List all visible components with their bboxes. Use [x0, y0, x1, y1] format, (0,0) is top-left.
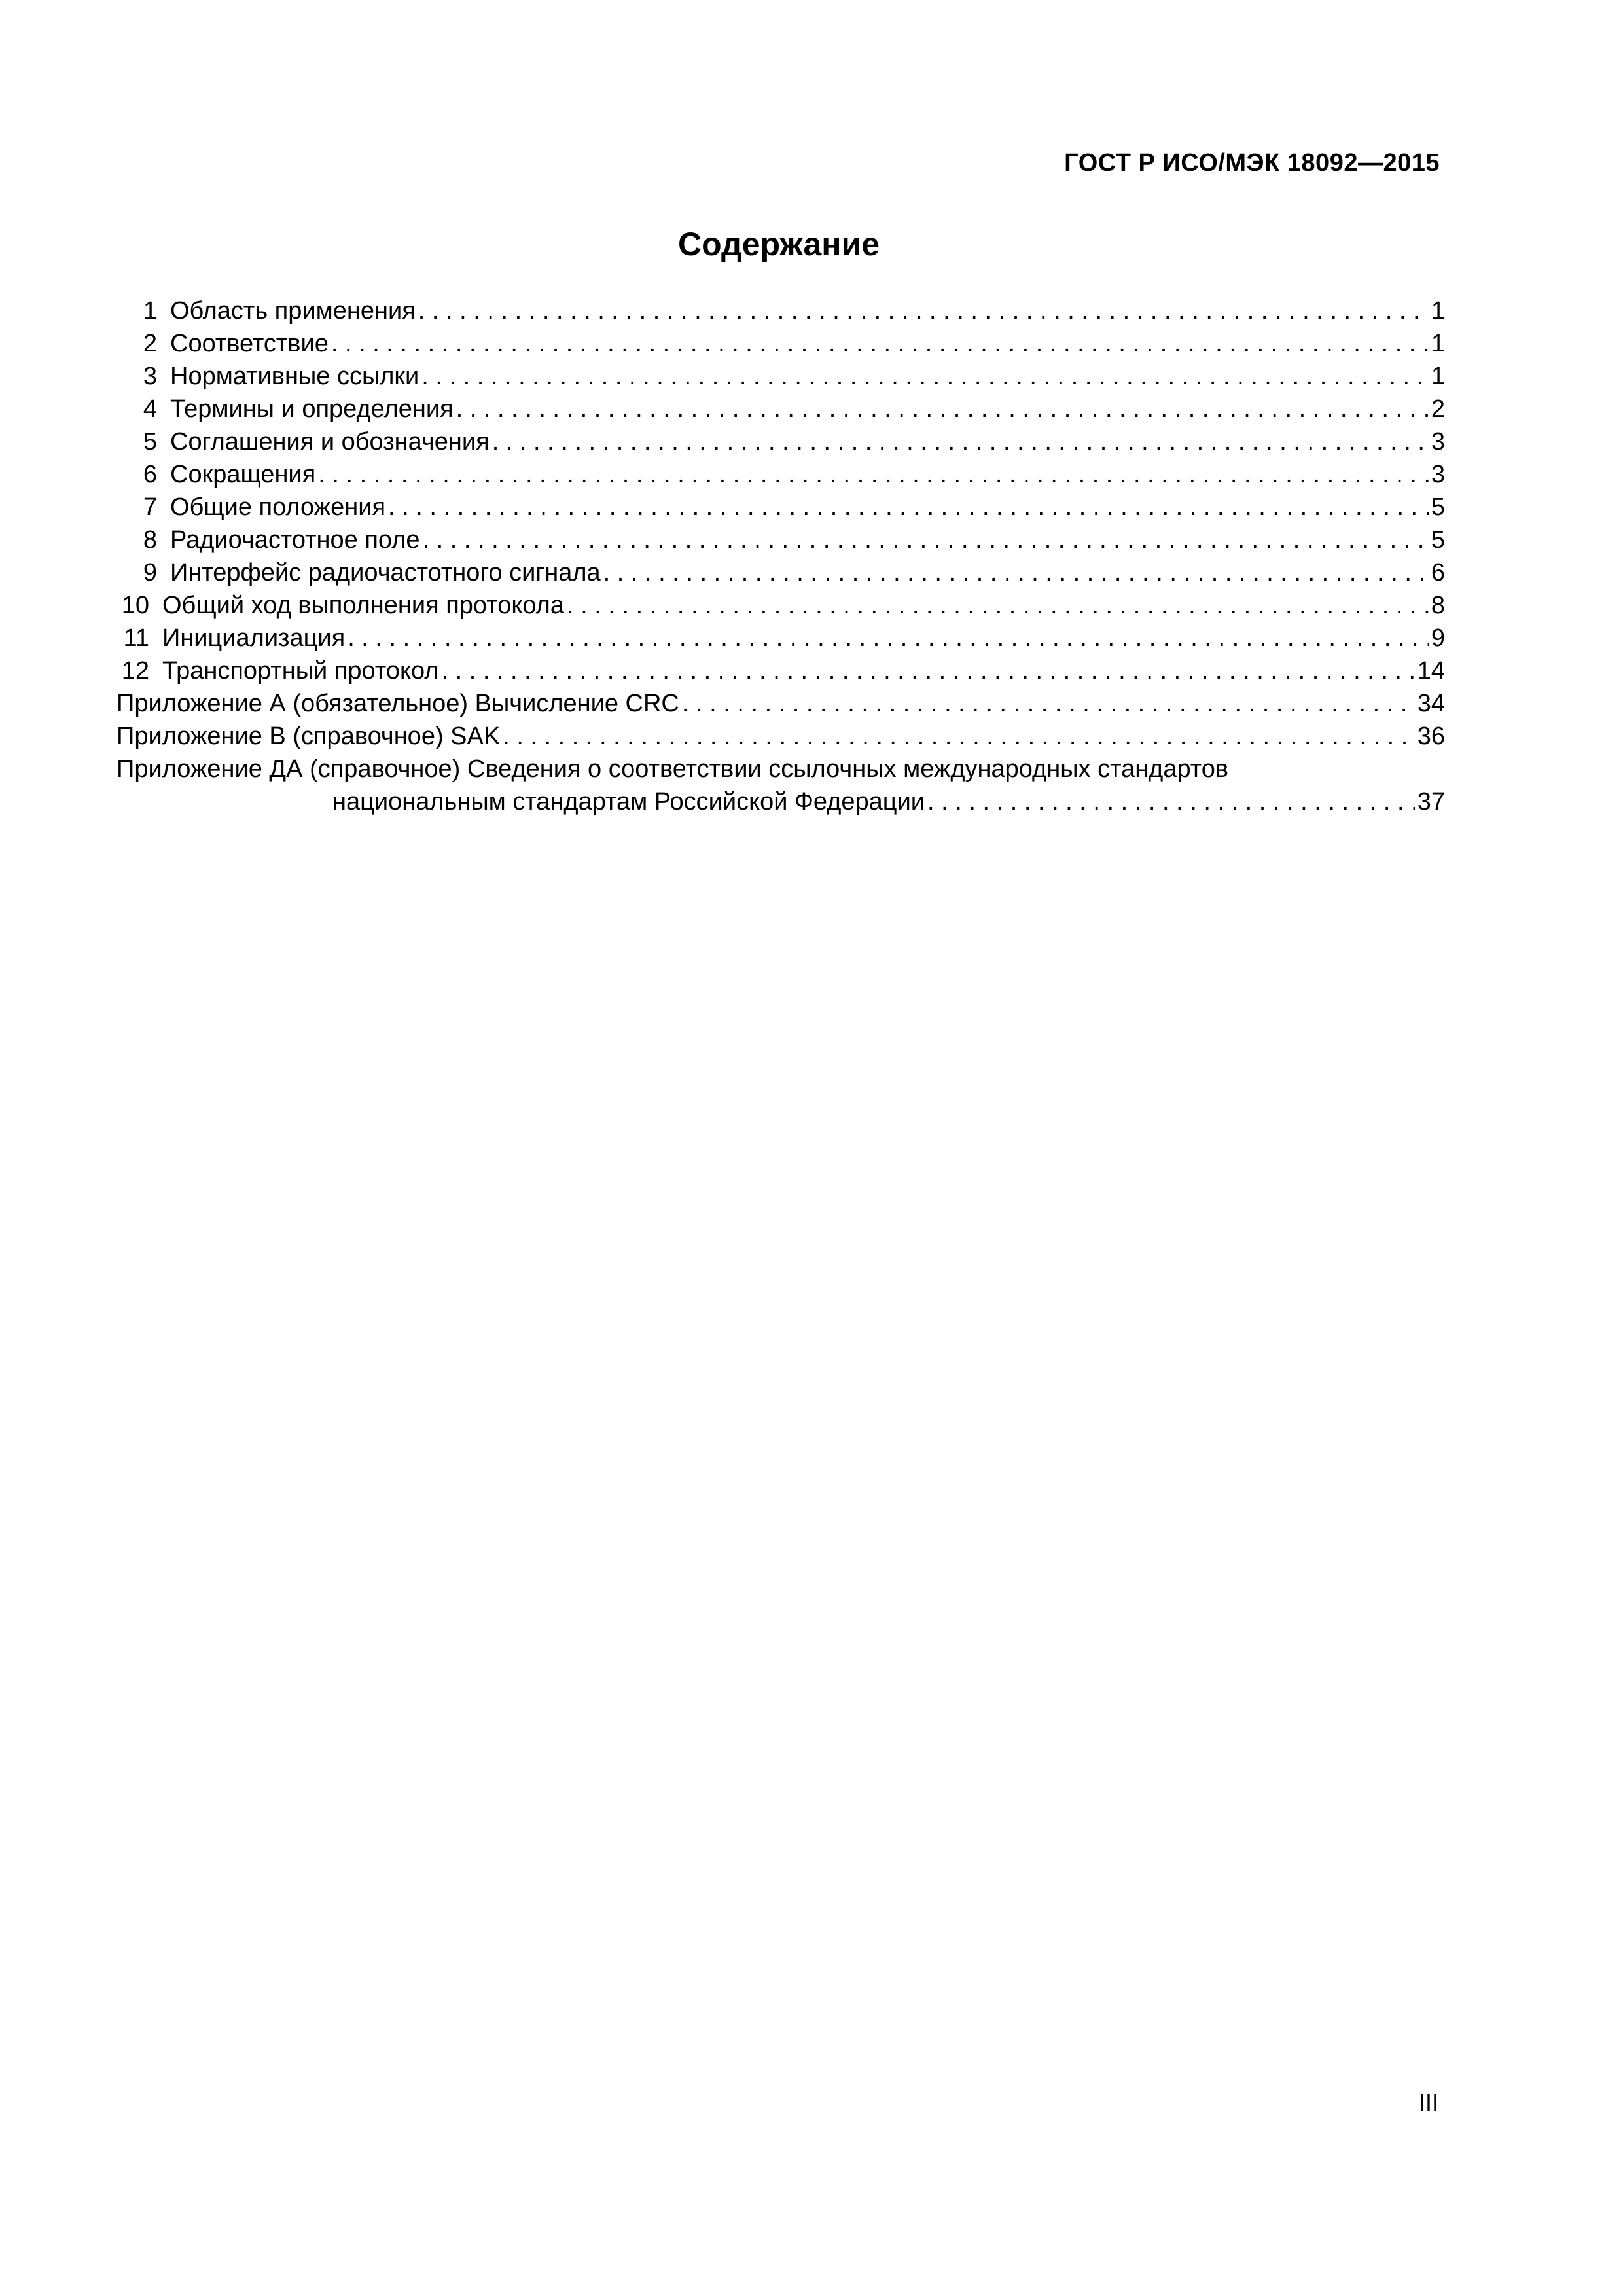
toc-leader-dots: [603, 556, 1429, 589]
toc-entry-page: 5: [1431, 526, 1445, 554]
toc-annex-page: 37: [1417, 788, 1445, 816]
toc-annex-page: 36: [1417, 723, 1445, 750]
toc-entry-number: 4: [143, 395, 157, 423]
toc-entry-page: 2: [1431, 395, 1445, 423]
toc-entry-2[interactable]: [116, 327, 1445, 360]
toc-entry-9[interactable]: [116, 556, 1445, 589]
toc-entry-1[interactable]: [116, 295, 1445, 327]
toc-entry-page: 14: [1417, 657, 1445, 685]
toc-title: Содержание: [677, 226, 880, 262]
toc-entry-number: 2: [143, 330, 157, 357]
toc-annex-da[interactable]: [116, 753, 1445, 785]
toc-entry-label: Термины и определения: [170, 395, 454, 423]
toc-entry-page: 9: [1431, 624, 1445, 652]
toc-entry-number: 7: [143, 493, 157, 521]
toc-entry-page: 3: [1431, 428, 1445, 456]
toc-annex-da-continuation[interactable]: [116, 785, 1445, 818]
toc-entry-label: Интерфейс радиочастотного сигнала: [170, 559, 601, 586]
toc-leader-dots: [456, 393, 1429, 425]
toc-entry-number: 12: [121, 657, 149, 685]
toc-entry-5[interactable]: [116, 425, 1445, 458]
toc-entry-label: Общие положения: [170, 493, 386, 521]
toc-entry-8[interactable]: [116, 524, 1445, 556]
toc-entry-page: 3: [1431, 461, 1445, 488]
toc-entry-10[interactable]: [116, 589, 1445, 622]
toc-entry-number: 3: [143, 363, 157, 390]
toc-entry-number: 9: [143, 559, 157, 586]
toc-entry-page: 8: [1431, 592, 1445, 619]
toc-entry-number: 10: [121, 592, 149, 619]
toc-entry-page: 6: [1431, 559, 1445, 586]
toc-leader-dots: [682, 687, 1415, 720]
toc-leader-dots: [503, 720, 1415, 753]
toc-entry-3[interactable]: [116, 360, 1445, 393]
toc-entry-label: Инициализация: [162, 624, 346, 652]
toc-annex-a[interactable]: [116, 687, 1445, 720]
toc-entry-number: 1: [143, 297, 157, 325]
toc-entry-page: 1: [1431, 330, 1445, 357]
toc-leader-dots: [492, 425, 1429, 458]
toc-entry-label: Сокращения: [170, 461, 316, 488]
toc-entry-page: 1: [1431, 297, 1445, 325]
toc-entry-label: Область применения: [170, 297, 416, 325]
toc-entry-number: 5: [143, 428, 157, 456]
document-code: ГОСТ Р ИСО/МЭК 18092—2015: [1064, 149, 1440, 177]
toc-entry-number: 11: [123, 624, 149, 652]
toc-leader-dots: [318, 458, 1429, 491]
toc-leader-dots: [927, 785, 1415, 818]
toc-entry-label: Соглашения и обозначения: [170, 428, 490, 456]
toc-entry-page: 5: [1431, 493, 1445, 521]
toc-leader-dots: [388, 491, 1429, 524]
toc-annex-label: Приложение ДА (справочное) Сведения о соответствии ссылочных международных стандартов: [116, 755, 1229, 783]
toc-annex-page: 34: [1417, 690, 1445, 717]
toc-leader-dots: [418, 295, 1429, 327]
toc-leader-dots: [421, 360, 1429, 393]
toc-entry-page: 1: [1431, 363, 1445, 390]
toc-entry-label: Нормативные ссылки: [170, 363, 419, 390]
toc-leader-dots: [423, 524, 1429, 556]
page-number: III: [1418, 2089, 1438, 2116]
toc-annex-label: Приложение В (справочное) SAK: [116, 723, 501, 750]
toc-annex-label: Приложение А (обязательное) Вычисление CRC: [116, 690, 679, 717]
toc-leader-dots: [441, 655, 1414, 687]
toc-entry-label: Радиочастотное поле: [170, 526, 420, 554]
toc-entry-4[interactable]: [116, 393, 1445, 425]
toc-leader-dots: [567, 589, 1429, 622]
toc-entry-number: 6: [143, 461, 157, 488]
toc-entry-6[interactable]: [116, 458, 1445, 491]
toc-entry-7[interactable]: [116, 491, 1445, 524]
toc-entry-11[interactable]: [116, 622, 1445, 655]
toc-entry-label: Транспортный протокол: [162, 657, 439, 685]
toc-entry-label: Соответствие: [170, 330, 329, 357]
toc-entry-number: 8: [143, 526, 157, 554]
toc-annex-b[interactable]: [116, 720, 1445, 753]
table-of-contents: [116, 295, 1445, 818]
toc-leader-dots: [331, 327, 1429, 360]
toc-entry-12[interactable]: [116, 655, 1445, 687]
toc-leader-dots: [348, 622, 1429, 655]
toc-entry-label: Общий ход выполнения протокола: [162, 592, 564, 619]
toc-annex-label-continuation: национальным стандартам Российской Федерации: [332, 788, 925, 816]
